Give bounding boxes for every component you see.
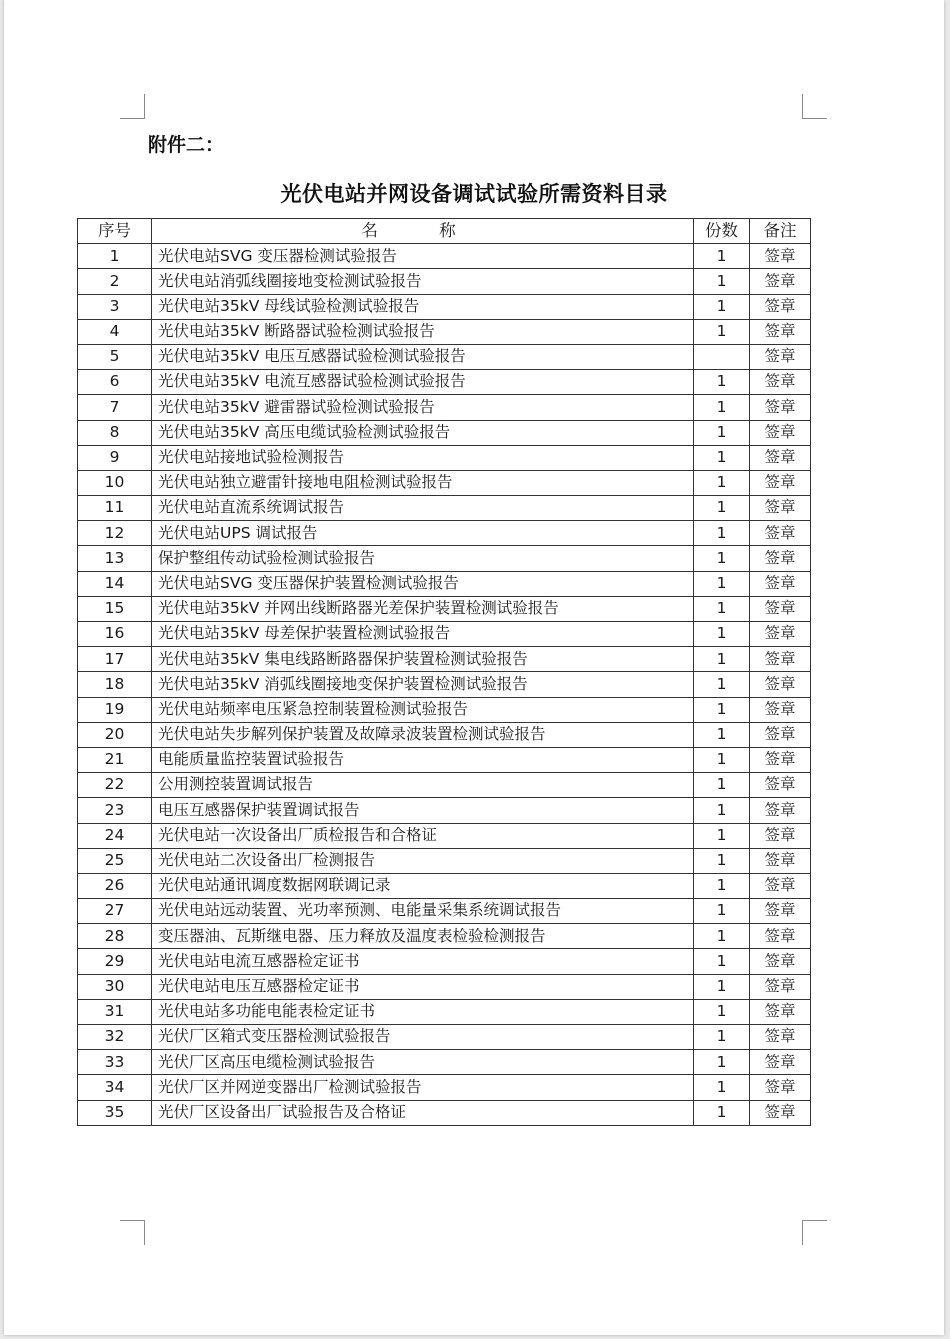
row-name: 光伏电站35kV 避雷器试验检测试验报告 (152, 395, 694, 420)
row-count: 1 (694, 546, 750, 571)
row-name: 光伏电站35kV 母差保护装置检测试验报告 (152, 622, 694, 647)
table-row (78, 470, 811, 495)
row-count: 1 (694, 949, 750, 974)
row-no: 27 (78, 899, 152, 924)
row-remark: 签章 (750, 747, 811, 772)
row-remark: 签章 (750, 244, 811, 269)
row-count: 1 (694, 596, 750, 621)
row-remark: 签章 (750, 974, 811, 999)
row-remark: 签章 (750, 1050, 811, 1075)
row-count: 1 (694, 244, 750, 269)
table-row (78, 1025, 811, 1050)
row-name: 光伏电站35kV 电流互感器试验检测试验报告 (152, 370, 694, 395)
row-name: 光伏电站一次设备出厂质检报告和合格证 (152, 823, 694, 848)
row-no: 24 (78, 823, 152, 848)
row-no: 7 (78, 395, 152, 420)
row-name: 光伏电站35kV 集电线路断路器保护装置检测试验报告 (152, 647, 694, 672)
row-remark: 签章 (750, 798, 811, 823)
row-name: 光伏电站独立避雷针接地电阻检测试验报告 (152, 470, 694, 495)
table-row (78, 1075, 811, 1100)
row-no: 3 (78, 294, 152, 319)
row-name: 公用测控装置调试报告 (152, 773, 694, 798)
row-remark: 签章 (750, 596, 811, 621)
row-name: 光伏电站电压互感器检定证书 (152, 974, 694, 999)
row-count: 1 (694, 496, 750, 521)
row-no: 19 (78, 697, 152, 722)
table-row (78, 269, 811, 294)
row-count: 1 (694, 521, 750, 546)
row-count: 1 (694, 747, 750, 772)
crop-mark-top-left (120, 94, 145, 119)
row-no: 5 (78, 344, 152, 369)
row-count: 1 (694, 269, 750, 294)
row-no: 23 (78, 798, 152, 823)
row-remark: 签章 (750, 496, 811, 521)
row-remark: 签章 (750, 722, 811, 747)
header-remark: 备注 (750, 219, 811, 244)
table-row (78, 1100, 811, 1125)
row-remark: 签章 (750, 344, 811, 369)
row-count: 1 (694, 1075, 750, 1100)
row-no: 33 (78, 1050, 152, 1075)
row-no: 9 (78, 445, 152, 470)
row-name: 光伏电站电流互感器检定证书 (152, 949, 694, 974)
row-name: 光伏电站35kV 高压电缆试验检测试验报告 (152, 420, 694, 445)
row-count: 1 (694, 899, 750, 924)
row-remark: 签章 (750, 848, 811, 873)
row-remark: 签章 (750, 999, 811, 1024)
table-row (78, 319, 811, 344)
row-name: 光伏电站二次设备出厂检测报告 (152, 848, 694, 873)
row-count: 1 (694, 924, 750, 949)
row-no: 4 (78, 319, 152, 344)
row-name: 光伏电站SVG 变压器检测试验报告 (152, 244, 694, 269)
row-remark: 签章 (750, 571, 811, 596)
row-remark: 签章 (750, 420, 811, 445)
row-remark: 签章 (750, 697, 811, 722)
materials-table (77, 218, 811, 1126)
row-count: 1 (694, 622, 750, 647)
row-count: 1 (694, 319, 750, 344)
row-no: 31 (78, 999, 152, 1024)
row-name: 光伏电站通讯调度数据网联调记录 (152, 873, 694, 898)
table-row (78, 420, 811, 445)
row-no: 21 (78, 747, 152, 772)
row-name: 光伏电站SVG 变压器保护装置检测试验报告 (152, 571, 694, 596)
row-remark: 签章 (750, 294, 811, 319)
table-row (78, 823, 811, 848)
row-remark: 签章 (750, 546, 811, 571)
row-no: 10 (78, 470, 152, 495)
table-row (78, 697, 811, 722)
row-name: 变压器油、瓦斯继电器、压力释放及温度表检验检测报告 (152, 924, 694, 949)
row-no: 22 (78, 773, 152, 798)
row-name: 光伏厂区高压电缆检测试验报告 (152, 1050, 694, 1075)
table-row (78, 924, 811, 949)
row-remark: 签章 (750, 395, 811, 420)
row-name: 电压互感器保护装置调试报告 (152, 798, 694, 823)
row-name: 光伏电站多功能电能表检定证书 (152, 999, 694, 1024)
table-row (78, 647, 811, 672)
table-row (78, 873, 811, 898)
row-count: 1 (694, 647, 750, 672)
row-name: 光伏电站接地试验检测报告 (152, 445, 694, 470)
table-row (78, 672, 811, 697)
row-count: 1 (694, 294, 750, 319)
row-name: 光伏电站消弧线圈接地变检测试验报告 (152, 269, 694, 294)
row-count: 1 (694, 1100, 750, 1125)
row-name: 光伏厂区并网逆变器出厂检测试验报告 (152, 1075, 694, 1100)
row-count: 1 (694, 370, 750, 395)
table-row (78, 999, 811, 1024)
row-count (694, 344, 750, 369)
header-no: 序号 (78, 219, 152, 244)
table-row (78, 546, 811, 571)
row-count: 1 (694, 773, 750, 798)
table-row (78, 571, 811, 596)
row-no: 15 (78, 596, 152, 621)
row-count: 1 (694, 823, 750, 848)
row-name: 光伏电站35kV 并网出线断路器光差保护装置检测试验报告 (152, 596, 694, 621)
crop-mark-bottom-left (120, 1220, 145, 1245)
table-header-row (78, 219, 811, 244)
row-no: 35 (78, 1100, 152, 1125)
row-name: 光伏电站35kV 母线试验检测试验报告 (152, 294, 694, 319)
row-count: 1 (694, 395, 750, 420)
row-no: 1 (78, 244, 152, 269)
row-count: 1 (694, 697, 750, 722)
row-remark: 签章 (750, 319, 811, 344)
table-row (78, 1050, 811, 1075)
row-no: 20 (78, 722, 152, 747)
table-row (78, 445, 811, 470)
row-remark: 签章 (750, 622, 811, 647)
row-remark: 签章 (750, 823, 811, 848)
row-name: 光伏电站35kV 断路器试验检测试验报告 (152, 319, 694, 344)
row-name: 光伏电站35kV 电压互感器试验检测试验报告 (152, 344, 694, 369)
row-name: 光伏电站直流系统调试报告 (152, 496, 694, 521)
crop-mark-top-right (802, 94, 827, 119)
row-count: 1 (694, 1025, 750, 1050)
row-remark: 签章 (750, 445, 811, 470)
row-no: 32 (78, 1025, 152, 1050)
row-count: 1 (694, 1050, 750, 1075)
attachment-label: 附件二： (148, 134, 225, 156)
row-no: 30 (78, 974, 152, 999)
row-count: 1 (694, 722, 750, 747)
row-count: 1 (694, 470, 750, 495)
table-row (78, 370, 811, 395)
row-no: 12 (78, 521, 152, 546)
row-name: 光伏电站频率电压紧急控制装置检测试验报告 (152, 697, 694, 722)
row-no: 34 (78, 1075, 152, 1100)
row-remark: 签章 (750, 1025, 811, 1050)
row-remark: 签章 (750, 1100, 811, 1125)
crop-mark-bottom-right (802, 1220, 827, 1245)
row-name: 光伏厂区箱式变压器检测试验报告 (152, 1025, 694, 1050)
row-remark: 签章 (750, 949, 811, 974)
table-row (78, 747, 811, 772)
table-row (78, 521, 811, 546)
row-count: 1 (694, 672, 750, 697)
document-title: 光伏电站并网设备调试试验所需资料目录 (280, 182, 668, 206)
header-count: 份数 (694, 219, 750, 244)
table-row (78, 596, 811, 621)
row-no: 6 (78, 370, 152, 395)
row-count: 1 (694, 420, 750, 445)
table-row (78, 294, 811, 319)
row-remark: 签章 (750, 1075, 811, 1100)
row-no: 2 (78, 269, 152, 294)
row-no: 26 (78, 873, 152, 898)
table-row (78, 496, 811, 521)
table-row (78, 344, 811, 369)
table-row (78, 773, 811, 798)
table-row (78, 798, 811, 823)
row-remark: 签章 (750, 672, 811, 697)
document-page (4, 0, 944, 1335)
row-count: 1 (694, 848, 750, 873)
row-remark: 签章 (750, 370, 811, 395)
row-no: 28 (78, 924, 152, 949)
row-count: 1 (694, 445, 750, 470)
row-remark: 签章 (750, 924, 811, 949)
table-row (78, 622, 811, 647)
header-name: 名 称 (152, 219, 694, 244)
row-no: 25 (78, 848, 152, 873)
row-no: 18 (78, 672, 152, 697)
row-no: 16 (78, 622, 152, 647)
row-count: 1 (694, 873, 750, 898)
table-row (78, 974, 811, 999)
row-remark: 签章 (750, 899, 811, 924)
row-count: 1 (694, 571, 750, 596)
table-body (78, 244, 811, 1126)
row-no: 14 (78, 571, 152, 596)
table-row (78, 899, 811, 924)
row-name: 光伏电站35kV 消弧线圈接地变保护装置检测试验报告 (152, 672, 694, 697)
row-remark: 签章 (750, 521, 811, 546)
row-remark: 签章 (750, 773, 811, 798)
row-remark: 签章 (750, 873, 811, 898)
row-name: 光伏电站失步解列保护装置及故障录波装置检测试验报告 (152, 722, 694, 747)
row-no: 11 (78, 496, 152, 521)
row-name: 光伏电站UPS 调试报告 (152, 521, 694, 546)
row-name: 光伏电站远动装置、光功率预测、电能量采集系统调试报告 (152, 899, 694, 924)
row-count: 1 (694, 999, 750, 1024)
row-remark: 签章 (750, 269, 811, 294)
row-no: 29 (78, 949, 152, 974)
table-row (78, 722, 811, 747)
row-no: 17 (78, 647, 152, 672)
row-remark: 签章 (750, 647, 811, 672)
row-no: 13 (78, 546, 152, 571)
row-remark: 签章 (750, 470, 811, 495)
table-row (78, 949, 811, 974)
row-name: 保护整组传动试验检测试验报告 (152, 546, 694, 571)
row-name: 光伏厂区设备出厂试验报告及合格证 (152, 1100, 694, 1125)
row-count: 1 (694, 974, 750, 999)
row-name: 电能质量监控装置试验报告 (152, 747, 694, 772)
table-row (78, 244, 811, 269)
table-row (78, 848, 811, 873)
row-no: 8 (78, 420, 152, 445)
row-count: 1 (694, 798, 750, 823)
table-row (78, 395, 811, 420)
